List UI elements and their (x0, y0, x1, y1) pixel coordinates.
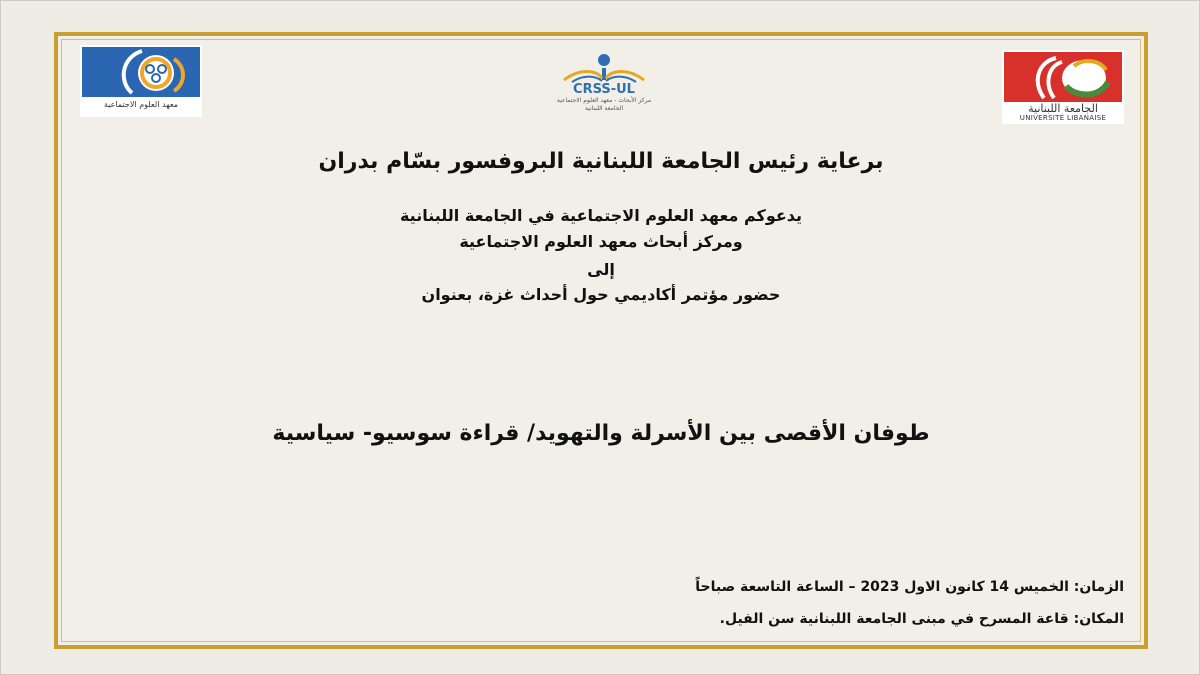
event-place: المكان: قاعة المسرح في مبنى الجامعة اللبنانية سن الفيل. (719, 611, 1124, 627)
iss-arabic-name: معهد العلوم الاجتماعية (103, 100, 179, 109)
invitation-line-2: ومركز أبحاث معهد العلوم الاجتماعية (459, 232, 743, 251)
event-time: الزمان: الخميس 14 كانون الاول 2023 – الساعة التاسعة صباحاً (695, 579, 1124, 595)
crss-subtitle-line1: مركز الأبحاث - معهد العلوم الاجتماعية (556, 97, 652, 104)
conference-title: طوفان الأقصى بين الأسرلة والتهويد/ قراءة سوسيو- سياسية (272, 421, 930, 446)
crss-subtitle (550, 97, 658, 113)
crss-subtitle-line2: الجامعة اللبنانية (584, 105, 624, 112)
crss-name: CRSS-UL (573, 82, 635, 97)
crss-emblem-icon (550, 50, 658, 84)
ul-emblem-icon (1004, 52, 1122, 102)
crss-ul-logo (550, 50, 658, 116)
lebanese-university-logo (1002, 50, 1124, 124)
invitation-line-1: يدعوكم معهد العلوم الاجتماعية في الجامعة اللبنانية (399, 206, 803, 225)
ul-french-name: UNIVERSITÉ LIBANAISE (1019, 114, 1107, 122)
invitation-card (54, 32, 1148, 649)
invitation-line-3: إلى (587, 260, 615, 279)
invitation-line-4: حضور مؤتمر أكاديمي حول أحداث غزة، بعنوان (421, 285, 781, 304)
ul-arabic-name: الجامعة اللبنانية (1028, 102, 1098, 115)
patronage-heading: برعاية رئيس الجامعة اللبنانية البروفسور بسّام بدران (318, 149, 884, 174)
iss-emblem-icon (82, 47, 200, 97)
social-sciences-institute-logo (80, 45, 202, 117)
